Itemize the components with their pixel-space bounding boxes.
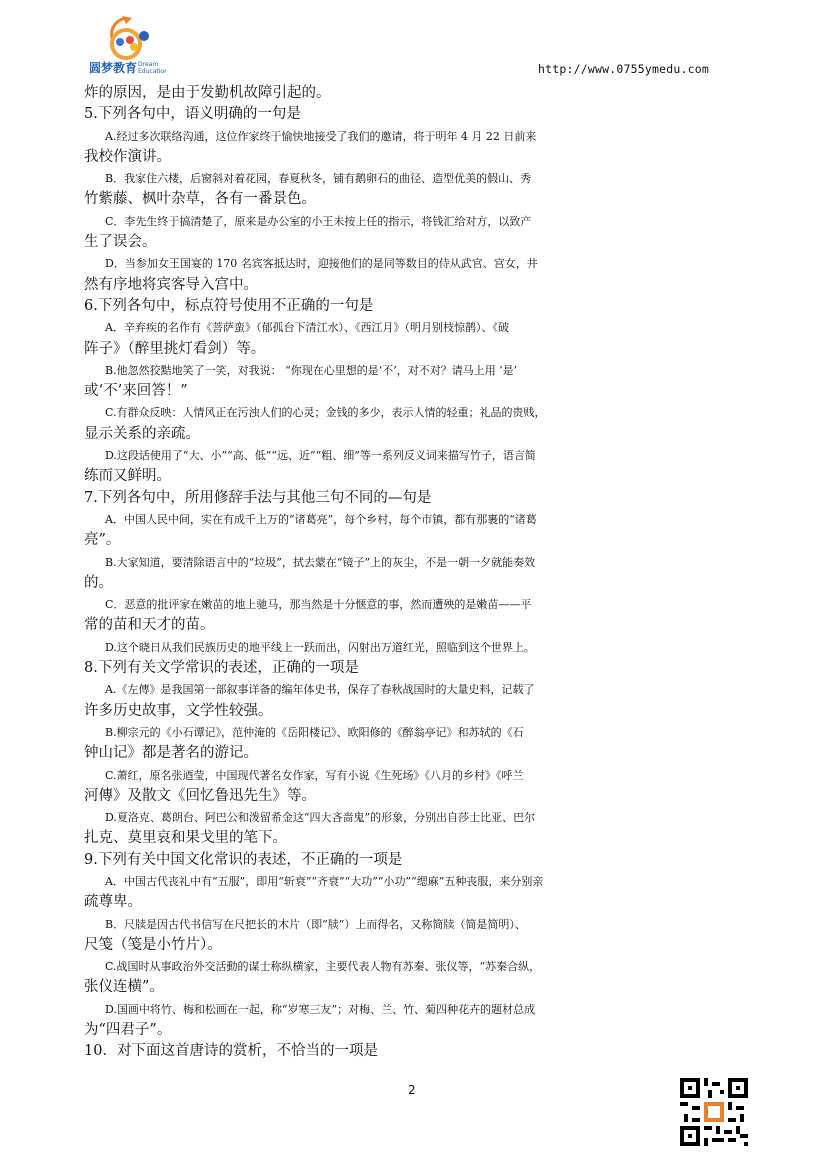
brand-logo [86,14,166,80]
text-line: A.经过多次联络沟通，这位作家终于愉快地接受了我们的邀请，将于明年 4 月 22 日前来 [105,129,537,143]
text-line: 许多历史故事，文学性较强。 [84,702,273,719]
text-line: 然有序地将宾客导入宫中。 [84,276,258,293]
text-line: B.他忽然狡黠地笑了一笑，对我说： “你现在心里想的是‘不’，对不对？请马上用 ‘是’ [105,363,518,377]
text-line: B.大家知道，要清除语言中的“垃圾”，拭去蒙在“镜子”上的灰尘，不是一朝一夕就能奏效 [105,555,536,569]
text-line: D.这段话使用了“大、小”“高、低”“远、近”“粗、细”等一系列反义词来描写竹子，语言简 [105,449,536,463]
text-line: A．中国人民中间，实在有成千上万的“诸葛亮”，每个乡村，每个市镇，都有那裹的“诸葛 [105,512,537,526]
text-line: 7.下列各句中，所用修辞手法与其他三句不同的—句是 [84,489,432,506]
text-line: 尺笺（笺是小竹片）。 [84,936,222,953]
text-line: 张仪连横”。 [84,979,164,996]
text-line: 为“四君子”。 [84,1022,172,1039]
text-line: 的。 [84,574,113,591]
text-line: A．中国古代丧礼中有“五服”，即用“斩衰”“齐衰”“大功”“小功”“缌麻”五种丧服，来分别亲 [105,874,544,888]
text-line: B.柳宗元的《小石谭记》，范仲淹的《岳阳楼记》、欧阳修的《醉翁亭记》和苏轼的《石 [105,725,524,739]
text-line: C．恶意的批评家在嫩苗的地上驰马，那当然是十分惬意的事，然而遭殃的是嫩苗——平 [105,598,532,612]
text-line: B．尺牍是因古代书信写在尺把长的木片（即“牍”）上而得名，又称简牍（简是简明）、 [105,917,526,931]
text-line: 5.下列各句中，语义明确的一句是 [84,106,301,123]
header-url[interactable]: http://www.0755ymedu.com [538,62,709,76]
text-line: C.战国时从事政治外交活動的谋士称纵横家，主要代表人物有苏秦、张仪等，“苏秦合纵， [105,960,541,974]
svg-text:Education: Education [138,68,166,75]
text-line: 10．对下面这首唐诗的赏析，不恰当的一项是 [84,1043,378,1060]
text-line: 6.下列各句中，标点符号使用不正确的一句是 [84,297,374,314]
text-line: D．当参加女王国宴的 170 名宾客抵达时，迎接他们的是同等数目的侍从武官、宫女，井 [105,257,538,271]
logo-text: 圆梦教育 [89,61,138,75]
text-line: 练而又鲜明。 [84,468,171,485]
text-line: D.国画中将竹、梅和松画在一起，称“岁寒三友”；对梅、兰、竹、菊四种花卉的题材总成 [105,1002,536,1016]
text-line: 河傳》及散文《回忆鲁迅先生》等。 [84,787,316,804]
text-line: 生了误会。 [84,234,157,251]
text-line: 疏尊卑。 [84,894,142,911]
text-line: D.这个晓日从我们民族历史的地平线上一跃而出，闪射出万道红光，照临到这个世界上。 [105,640,535,654]
text-line: 我校作演讲。 [84,148,171,165]
text-line: 8.下列有关文学常识的表述，正确的一项是 [84,660,359,677]
text-line: 炸的原因，是由于发勤机故障引起的。 [84,85,331,101]
qr-code-image [680,1078,748,1146]
text-line: D.夏洛克、葛朗台、阿巴公和泼留希金这“四大吝啬鬼”的形象，分别出自莎士比亚、巴尔 [105,811,536,825]
svg-text:Dream: Dream [138,61,159,68]
text-line: 扎克、莫里哀和果戈里的笔下。 [84,830,287,847]
text-line: 常的苗和天才的苗。 [84,617,215,634]
text-line: 竹紫藤、枫叶杂草，各有一番景色。 [84,191,316,208]
text-line: C.萧红，原名张迺莹，中国现代著名女作家，写有小说《生死场》《八月的乡村》《呼兰 [105,768,524,782]
text-line: 阵子》（醉里挑灯看剑）等。 [84,340,266,357]
text-line: B．我家住六楼，后窗斜对着花园，春夏秋冬，铺有鹅卵石的曲径、造型优美的假山、秀 [105,172,532,186]
text-line: 9.下列有关中国文化常识的表述，不正确的一项是 [84,851,403,868]
text-line: 显示关系的亲疏。 [84,425,200,442]
page-number: 2 [408,1083,416,1097]
text-line: A．辛弃疾的名作有《菩萨蛮》（郁孤台下清江水）、《西江月》（明月别枝惊鹊）、《破 [105,321,509,335]
text-line: C.有群众反映：人情风正在污浊人们的心灵；金钱的多少，表示人情的轻重；礼品的贵贱， [105,406,546,420]
text-line: A.《左傳》是我国第一部叙事详备的编年体史书，保存了春秋战国时的大量史料，记载了 [105,683,535,697]
document-body [84,83,750,1063]
text-line: 钟山记》都是著名的游记。 [84,745,258,762]
text-line: 亮”。 [84,532,121,549]
text-line: 或‘不’来回答！” [84,383,188,400]
text-line: C．李先生终于搞清楚了，原来是办公室的小王未按上任的指示，将钱汇给对方，以致产 [105,214,532,228]
